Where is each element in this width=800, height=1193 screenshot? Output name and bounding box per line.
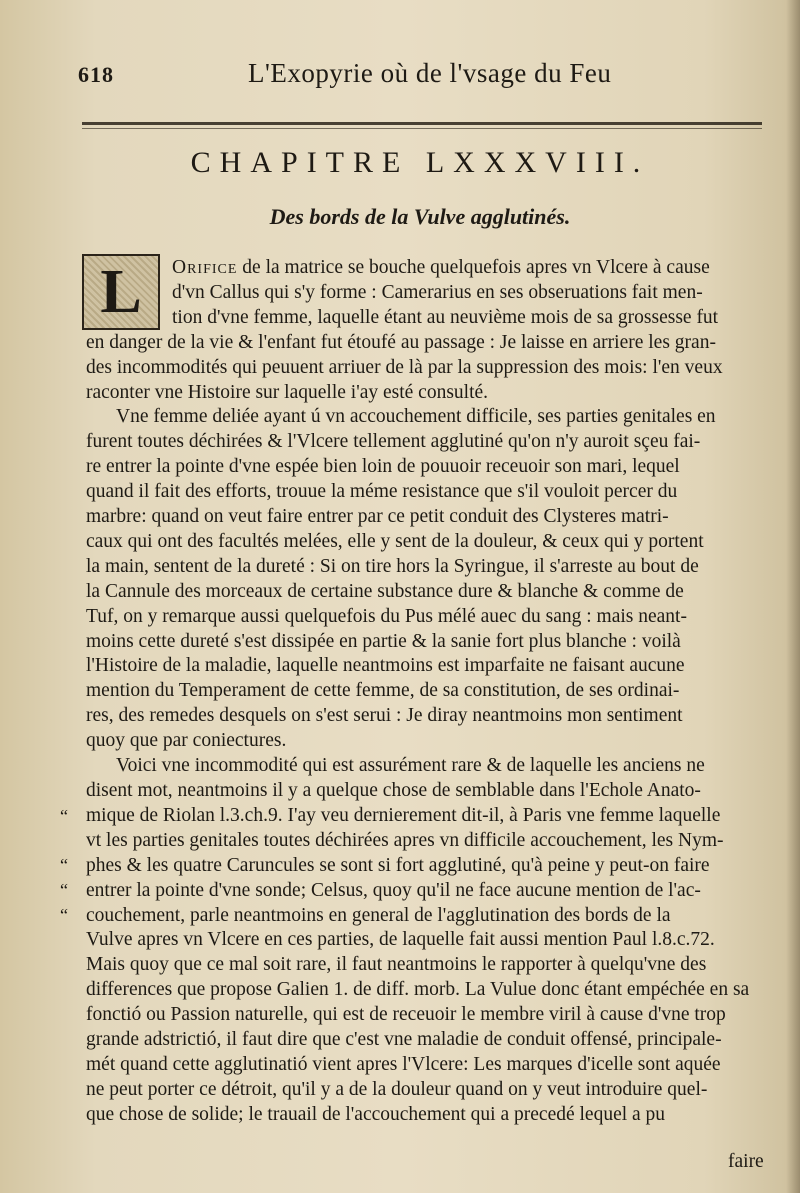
text-line: couchement, parle neantmoins en general de l'agglutination des bords de la bbox=[86, 904, 671, 926]
page-header bbox=[78, 58, 758, 92]
text-line: differences que propose Galien 1. de diff. morb. La Vulue donc étant empéchée en sa bbox=[86, 979, 750, 1001]
drop-cap-letter: L bbox=[100, 257, 142, 326]
text-line: mét quand cette agglutinatió vient apres l'Vlcere: Les marques d'icelle sont aquée bbox=[86, 1053, 721, 1075]
text-line: tion d'vne femme, laquelle étant au neuvième mois de sa grossesse fut bbox=[172, 306, 719, 328]
text-line: la main, sentent de la dureté : Si on tire hors la Syringue, il s'arreste au bout de bbox=[86, 555, 699, 577]
text-line: Mais quoy que ce mal soit rare, il faut neantmoins le rapporter à quelqu'vne des bbox=[86, 954, 707, 976]
text-line: mique de Riolan l.3.ch.9. I'ay veu dernierement dit-il, à Paris vne femme laquelle bbox=[86, 804, 721, 826]
chapter-heading: CHAPITRE LXXXVIII. bbox=[190, 146, 650, 179]
text-line: Vulve apres vn Vlcere en ces parties, de laquelle fait aussi mention Paul l.8.c.72. bbox=[86, 929, 715, 951]
text-line: mention du Temperament de cette femme, de sa constitution, de ses ordinai- bbox=[86, 680, 680, 702]
quotation-margin-mark: “ bbox=[60, 880, 68, 900]
quotation-margin-mark: “ bbox=[60, 855, 68, 875]
header-rule-thin bbox=[82, 128, 762, 129]
text-line: en danger de la vie & l'enfant fut étoufé au passage : Je laisse en arriere les gran- bbox=[86, 331, 716, 353]
text-line: raconter vne Histoire sur laquelle i'ay esté consulté. bbox=[86, 381, 489, 403]
text-line: phes & les quatre Caruncules se sont si fort agglutiné, qu'à peine y peut-on faire bbox=[86, 854, 710, 876]
text-line: des incommodités qui peuuent arriuer de là par la suppression des mois: l'en veux bbox=[86, 356, 723, 378]
text-line: ne peut porter ce détroit, qu'il y a de la douleur quand on y veut introduire quel- bbox=[86, 1078, 708, 1100]
header-rule bbox=[82, 122, 762, 125]
chapter-subtitle: Des bords de la Vulve agglutinés. bbox=[269, 204, 571, 229]
running-title: L'Exopyrie où de l'vsage du Feu bbox=[248, 58, 612, 88]
text-line: quand il fait des efforts, trouue la méme resistance que s'il vouloit percer du bbox=[86, 481, 678, 503]
text-line: d'vn Callus qui s'y forme : Camerarius en ses obseruations fait men- bbox=[172, 281, 703, 303]
text-line: Orifice de la matrice se bouche quelquefois apres vn Vlcere à cause bbox=[172, 257, 710, 278]
text-line: fonctió ou Passion naturelle, qui est de receuoir le membre viril à cause d'vne trop bbox=[86, 1004, 726, 1026]
text-line: vt les parties genitales toutes déchirées apres vn difficile accouchement, les Nym- bbox=[86, 829, 724, 851]
text-line: Tuf, on y remarque aussi quelquefois du Pus mélé auec du sang : mais neant- bbox=[86, 605, 687, 627]
text-line: Voici vne incommodité qui est assurément rare & de laquelle les anciens ne bbox=[116, 755, 705, 777]
quotation-margin-mark: “ bbox=[60, 806, 68, 826]
text-line: Vne femme deliée ayant ú vn accouchement difficile, ses parties genitales en bbox=[116, 406, 716, 428]
text-line: disent mot, neantmoins il y a quelque chose de semblable dans l'Echole Anato- bbox=[86, 780, 701, 801]
decorated-drop-cap bbox=[82, 254, 160, 330]
catchword: faire bbox=[728, 1151, 764, 1172]
text-line: re entrer la pointe d'vne espée bien loin de pouuoir receuoir son mari, lequel bbox=[86, 456, 680, 478]
text-line: que chose de solide; le trauail de l'accouchement qui a precedé lequel a pu bbox=[86, 1103, 666, 1125]
text-line: entrer la pointe d'vne sonde; Celsus, quoy qu'il ne face aucune mention de l'ac- bbox=[86, 879, 701, 901]
opening-word: Orifice bbox=[172, 257, 238, 278]
page-number: 618 bbox=[78, 62, 114, 87]
text-line: moins cette dureté s'est dissipée en partie & la sanie fort plus blanche : voilà bbox=[86, 630, 681, 652]
text-line: grande adstrictió, il faut dire que c'est vne maladie de conduit offensé, principale- bbox=[86, 1029, 722, 1050]
text-line: quoy que par coniectures. bbox=[86, 730, 287, 752]
text-line: l'Histoire de la maladie, laquelle neantmoins est imparfaite ne faisant aucune bbox=[86, 655, 685, 677]
text-line: marbre: quand on veut faire entrer par ce petit conduit des Clysteres matri- bbox=[86, 506, 669, 527]
text-line: caux qui ont des facultés melées, elle y sent de la douleur, & ceux qui y portent bbox=[86, 530, 704, 552]
quotation-margin-mark: “ bbox=[60, 905, 68, 925]
text-line: furent toutes déchirées & l'Vlcere tellement agglutiné qu'on n'y auroit sçeu fai- bbox=[86, 431, 701, 453]
text-line: res, des remedes desquels on s'est serui : Je diray neantmoins mon sentiment bbox=[86, 705, 683, 727]
text-line: la Cannule des morceaux de certaine substance dure & blanche & comme de bbox=[86, 580, 684, 602]
